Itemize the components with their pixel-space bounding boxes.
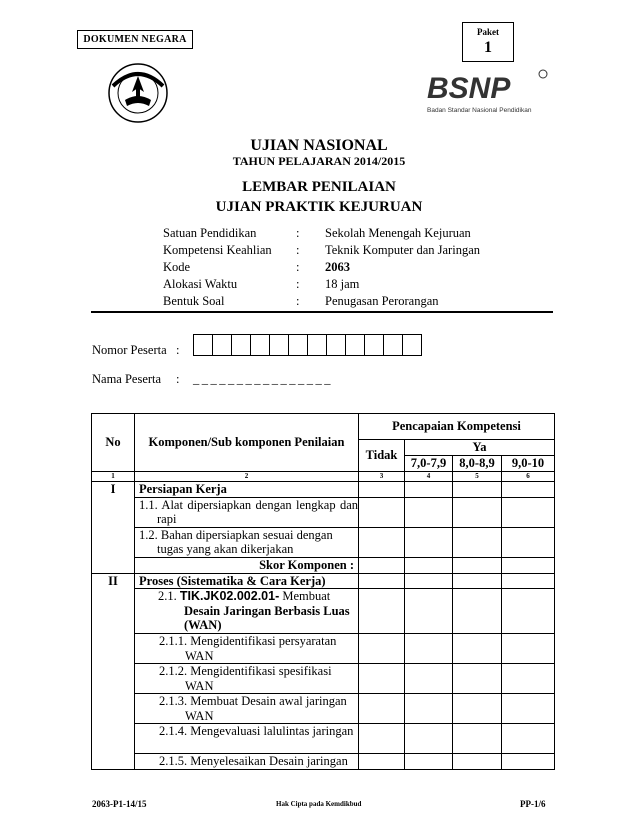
package-number: 1 xyxy=(484,39,492,56)
criterion: 2.1.5. Menyelesaikan Desain jaringan xyxy=(135,754,359,770)
component-score-label: Skor Komponen : xyxy=(135,557,359,573)
column-number: 6 xyxy=(502,472,555,482)
score-cell[interactable] xyxy=(502,557,555,573)
header-range: 8,0-8,9 xyxy=(453,456,502,472)
info-label: Alokasi Waktu xyxy=(163,277,238,291)
header-achievement: Pencapaian Kompetensi xyxy=(359,414,555,440)
info-colon: : xyxy=(296,260,300,274)
footer-page: PP-1/6 xyxy=(520,799,546,809)
table-row xyxy=(92,664,555,694)
info-value: 18 jam xyxy=(325,277,360,291)
score-cell[interactable] xyxy=(453,634,502,664)
info-colon: : xyxy=(296,277,300,291)
info-value: Teknik Komputer dan Jaringan xyxy=(325,243,480,257)
score-cell[interactable] xyxy=(359,573,405,589)
score-cell[interactable] xyxy=(405,557,453,573)
section-number: I xyxy=(92,482,135,574)
tut-wuri-handayani-emblem xyxy=(103,62,173,124)
score-cell[interactable] xyxy=(453,497,502,527)
score-cell[interactable] xyxy=(405,664,453,694)
score-cell[interactable] xyxy=(453,557,502,573)
score-cell[interactable] xyxy=(405,589,453,634)
column-number-row xyxy=(92,472,555,482)
score-cell[interactable] xyxy=(359,497,405,527)
table-row xyxy=(92,497,555,527)
info-labels xyxy=(163,225,272,310)
info-colons xyxy=(296,225,299,310)
score-cell[interactable] xyxy=(359,557,405,573)
document-label: DOKUMEN NEGARA xyxy=(77,30,193,49)
score-cell[interactable] xyxy=(359,527,405,557)
footer-code: 2063-P1-14/15 xyxy=(92,799,147,809)
score-cell[interactable] xyxy=(359,664,405,694)
participant-name-field[interactable]: ________________ xyxy=(193,372,333,386)
header-range: 7,0-7,9 xyxy=(405,456,453,472)
score-cell[interactable] xyxy=(453,573,502,589)
table-row xyxy=(92,694,555,724)
score-cell[interactable] xyxy=(453,664,502,694)
participant-number-label: Nomor Peserta xyxy=(92,343,167,357)
info-colon: : xyxy=(296,294,300,308)
info-colon: : xyxy=(296,226,300,240)
header-range: 9,0-10 xyxy=(502,456,555,472)
score-cell[interactable] xyxy=(405,724,453,754)
info-label: Kode xyxy=(163,260,191,274)
colon: : xyxy=(176,372,180,386)
column-number: 2 xyxy=(135,472,359,482)
table-row xyxy=(92,573,555,589)
sub-title: Membuat xyxy=(282,589,331,603)
score-cell[interactable] xyxy=(359,724,405,754)
score-cell[interactable] xyxy=(405,634,453,664)
info-label: Kompetensi Keahlian xyxy=(163,243,272,257)
table-row xyxy=(92,724,555,754)
score-cell[interactable] xyxy=(405,573,453,589)
info-value: Penugasan Perorangan xyxy=(325,294,439,308)
table-row xyxy=(92,527,555,557)
score-cell[interactable] xyxy=(405,694,453,724)
score-cell[interactable] xyxy=(453,754,502,770)
table-row xyxy=(92,482,555,498)
participant-name-label: Nama Peserta xyxy=(92,372,162,386)
score-cell[interactable] xyxy=(359,754,405,770)
score-cell[interactable] xyxy=(405,482,453,498)
practice-title: UJIAN PRAKTIK KEJURUAN xyxy=(215,199,423,215)
info-value: 2063 xyxy=(325,260,350,274)
info-label: Bentuk Soal xyxy=(163,294,225,308)
score-cell[interactable] xyxy=(502,754,555,770)
column-number: 3 xyxy=(359,472,405,482)
info-colon: : xyxy=(296,243,300,257)
divider xyxy=(91,311,553,313)
criterion: 2.1.4. Mengevaluasi lalulintas jaringan xyxy=(135,724,359,754)
score-cell[interactable] xyxy=(502,589,555,634)
assessment-table xyxy=(91,413,555,770)
sheet-title: LEMBAR PENILAIAN xyxy=(242,179,396,195)
score-cell[interactable] xyxy=(453,589,502,634)
unit-code: TIK.JK02.002.01- xyxy=(179,589,280,603)
sub-number: 2.1. xyxy=(158,589,177,603)
bsnp-logo-text: BSNP xyxy=(427,72,511,105)
section-title: Persiapan Kerja xyxy=(135,482,359,498)
academic-year: TAHUN PELAJARAN 2014/2015 xyxy=(232,154,406,168)
header-component: Komponen/Sub komponen Penilaian xyxy=(135,414,359,472)
package-box xyxy=(462,22,514,62)
sub-title: Desain Jaringan Berbasis Luas (WAN) xyxy=(184,603,350,632)
score-cell[interactable] xyxy=(502,497,555,527)
criterion: 1.2. Bahan dipersiapkan sesuai dengan tugas yang akan dikerjakan xyxy=(135,527,359,557)
score-cell[interactable] xyxy=(502,482,555,498)
column-number: 4 xyxy=(405,472,453,482)
table-row xyxy=(92,754,555,770)
column-number: 5 xyxy=(453,472,502,482)
info-label: Satuan Pendidikan xyxy=(163,226,257,240)
criterion: 1.1. Alat dipersiapkan dengan lengkap dan rapi xyxy=(135,497,359,527)
footer-copyright: Hak Cipta pada Kemdikbud xyxy=(276,800,362,808)
table-row xyxy=(92,557,555,573)
bsnp-subtitle: Badan Standar Nasional Pendidikan xyxy=(427,107,532,114)
score-cell[interactable] xyxy=(502,527,555,557)
sub-component xyxy=(135,589,359,634)
colon: : xyxy=(176,343,180,357)
header-no: No xyxy=(92,414,135,472)
score-cell[interactable] xyxy=(453,527,502,557)
score-cell[interactable] xyxy=(359,694,405,724)
bsnp-logo xyxy=(425,68,555,118)
score-cell[interactable] xyxy=(359,589,405,634)
score-cell[interactable] xyxy=(453,694,502,724)
score-cell[interactable] xyxy=(405,754,453,770)
section-number: II xyxy=(92,573,135,770)
score-cell[interactable] xyxy=(359,634,405,664)
package-label: Paket xyxy=(477,27,499,37)
table-row xyxy=(92,634,555,664)
criterion: 2.1.1. Mengidentifikasi persyaratan WAN xyxy=(135,634,359,664)
score-cell[interactable] xyxy=(502,573,555,589)
score-cell[interactable] xyxy=(502,634,555,664)
participant-number-boxes[interactable] xyxy=(193,334,422,356)
score-cell[interactable] xyxy=(502,694,555,724)
criterion: 2.1.2. Mengidentifikasi spesifikasi WAN xyxy=(135,664,359,694)
info-values xyxy=(325,225,480,310)
table-row xyxy=(92,589,555,634)
score-cell[interactable] xyxy=(502,724,555,754)
column-number: 1 xyxy=(92,472,135,482)
section-title: Proses (Sistematika & Cara Kerja) xyxy=(135,573,359,589)
criterion: 2.1.3. Membuat Desain awal jaringan WAN xyxy=(135,694,359,724)
score-cell[interactable] xyxy=(405,497,453,527)
header-tidak: Tidak xyxy=(359,440,405,472)
score-cell[interactable] xyxy=(359,482,405,498)
score-cell[interactable] xyxy=(453,724,502,754)
score-cell[interactable] xyxy=(453,482,502,498)
exam-title: UJIAN NASIONAL xyxy=(250,137,388,154)
score-cell[interactable] xyxy=(502,664,555,694)
info-value: Sekolah Menengah Kejuruan xyxy=(325,226,471,240)
header-ya: Ya xyxy=(405,440,555,456)
score-cell[interactable] xyxy=(405,527,453,557)
